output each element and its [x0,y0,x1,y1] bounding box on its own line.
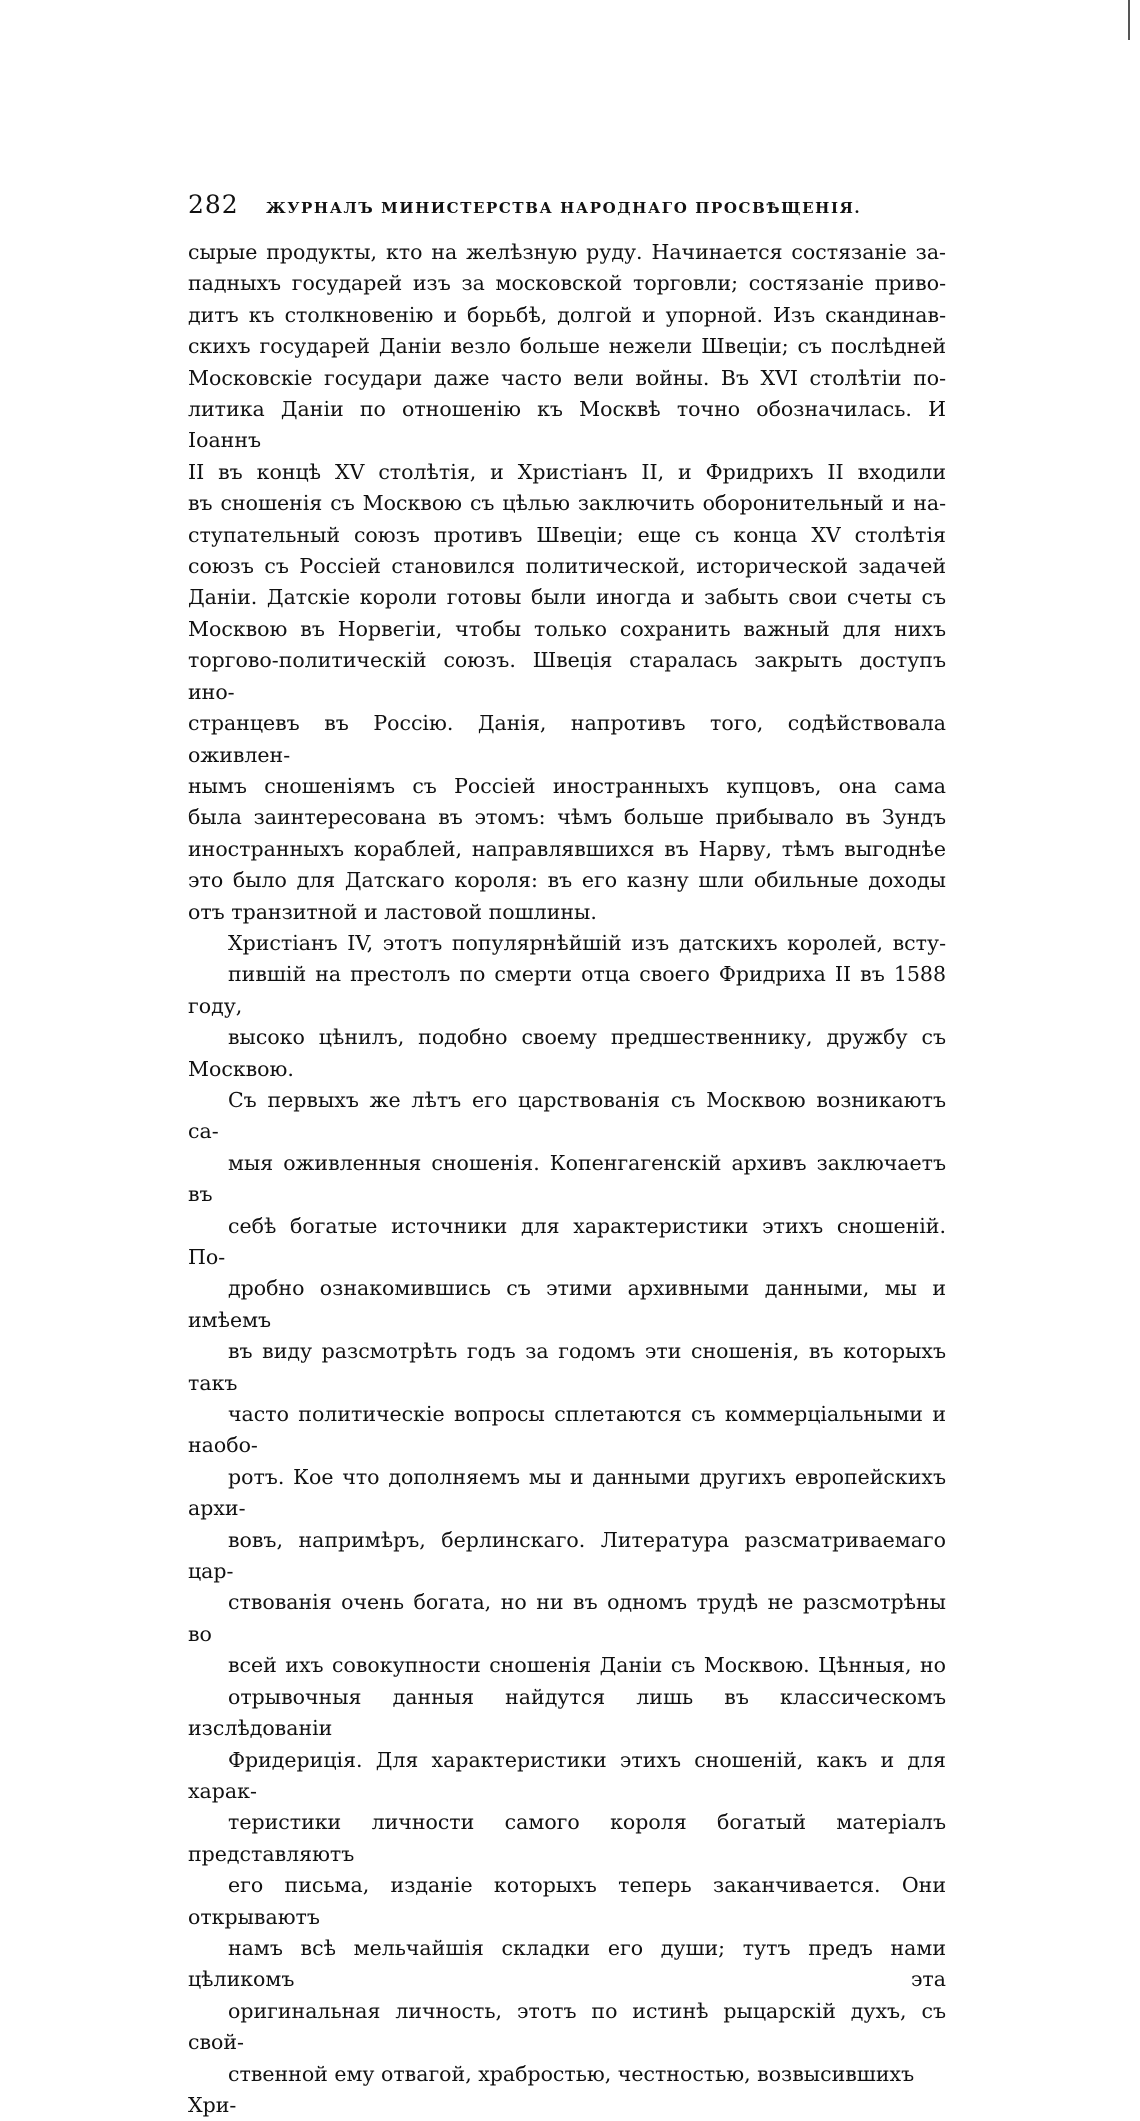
text-line: Христіанъ IV, этотъ популярнѣйшій изъ датскихъ королей, всту- [228,930,946,955]
text-line: ротъ. Кое что дополняемъ мы и данными другихъ европейскихъ архи- [188,1464,946,1521]
journal-title: ЖУРНАЛЪ МИНИСТЕРСТВА НАРОДНАГО ПРОСВѢЩЕНІЯ. [266,199,862,217]
text-line: странцевъ въ Россію. Данія, напротивъ того, содѣйствовала оживлен- [188,711,946,767]
text-line: высоко цѣнилъ, подобно своему предшественнику, дружбу съ Москвою. [188,1025,946,1081]
paragraph-1 [188,237,946,928]
running-head [188,190,946,219]
text-line: всей ихъ совокупности сношенія Даніи съ Москвою. Цѣнныя, но [228,1653,946,1678]
text-line: себѣ богатые источники для характеристики этихъ сношеній. По- [188,1213,946,1269]
text-line: пившій на престолъ по смерти отца своего Фридриха II въ 1588 году, [188,962,946,1018]
text-line: была заинтересована въ этомъ: чѣмъ больше прибывало въ Зундъ [188,805,946,830]
text-line: въ сношенія съ Москвою съ цѣлью заключить оборонительный и на- [188,491,946,516]
text-line: отъ транзитной и ластовой пошлины. [188,899,597,924]
text-line: въ виду разсмотрѣть годъ за годомъ эти сношенія, въ которыхъ такъ [188,1339,946,1395]
scan-edge-mark [1128,0,1130,40]
book-page [188,190,946,2121]
text-line: ственной ему отвагой, храбростью, честностью, возвысившихъ Хри- [188,2061,915,2117]
text-line: падныхъ государей изъ за московской торговли; состязаніе приво- [188,271,946,296]
text-line: Московскіе государи даже часто вели войны. Въ XVI столѣтіи по- [188,365,946,390]
text-line: иностранныхъ кораблей, направлявшихся въ Нарву, тѣмъ выгоднѣе [188,836,946,861]
text-line: намъ всѣ мельчайшія складки его души; тутъ предъ нами цѣликомъ эта [188,1935,946,1992]
text-line: дробно ознакомившись съ этими архивными данными, мы и имѣемъ [188,1276,946,1332]
text-line: нымъ сношеніямъ съ Россіей иностранныхъ купцовъ, она сама [188,773,946,798]
text-line: литика Даніи по отношенію къ Москвѣ точно обозначилась. И Іоаннъ [188,397,946,453]
text-line: торгово-политическій союзъ. Швеція старалась закрыть доступъ ино- [188,648,946,704]
text-line: часто политическіе вопросы сплетаются съ коммерціальными и наобо- [188,1402,946,1458]
text-line: оригинальная личность, этотъ по истинѣ рыцарскій духъ, съ свой- [188,1998,946,2055]
text-line: отрывочныя данныя найдутся лишь въ классическомъ изслѣдованіи [188,1684,946,1741]
text-line: Фридериція. Для характеристики этихъ сношеній, какъ и для харак- [188,1747,946,1803]
text-line: Съ первыхъ же лѣтъ его царствованія съ Москвою возникаютъ са- [188,1087,946,1144]
text-line: II въ концѣ XV столѣтія, и Христіанъ II, и Фридрихъ II входили [188,459,946,484]
text-line: его письма, изданіе которыхъ теперь заканчивается. Они открываютъ [188,1873,946,1929]
text-line: теристики личности самого короля богатый матеріалъ представляютъ [188,1810,946,1866]
text-line: скихъ государей Даніи везло больше нежели Швеціи; съ послѣдней [188,334,946,359]
text-line: вовъ, напримѣръ, берлинскаго. Литература разсматриваемаго цар- [188,1527,946,1584]
text-line: Москвою въ Норвегіи, чтобы только сохранить важный для нихъ [188,616,946,641]
text-line: ствованія очень богата, но ни въ одномъ трудѣ не разсмотрѣны во [188,1590,946,1646]
text-line: дитъ къ столкновенію и борьбѣ, долгой и упорной. Изъ скандинав- [188,302,946,327]
text-line: это было для Датскаго короля: въ его казну шли обильные доходы [188,868,946,893]
text-line: сырые продукты, кто на желѣзную руду. Начинается состязаніе за- [188,240,946,264]
text-line: Даніи. Датскіе короли готовы были иногда и забыть свои счеты съ [188,585,946,610]
paragraph-2 [188,928,946,2121]
page-number: 282 [188,190,239,219]
text-line: мыя оживленныя сношенія. Копенгагенскій архивъ заключаетъ въ [188,1150,946,1207]
text-line: союзъ съ Россіей становился политической, исторической задачей [188,554,946,579]
text-line: ступательный союзъ противъ Швеціи; еще съ конца XV столѣтія [188,522,946,547]
